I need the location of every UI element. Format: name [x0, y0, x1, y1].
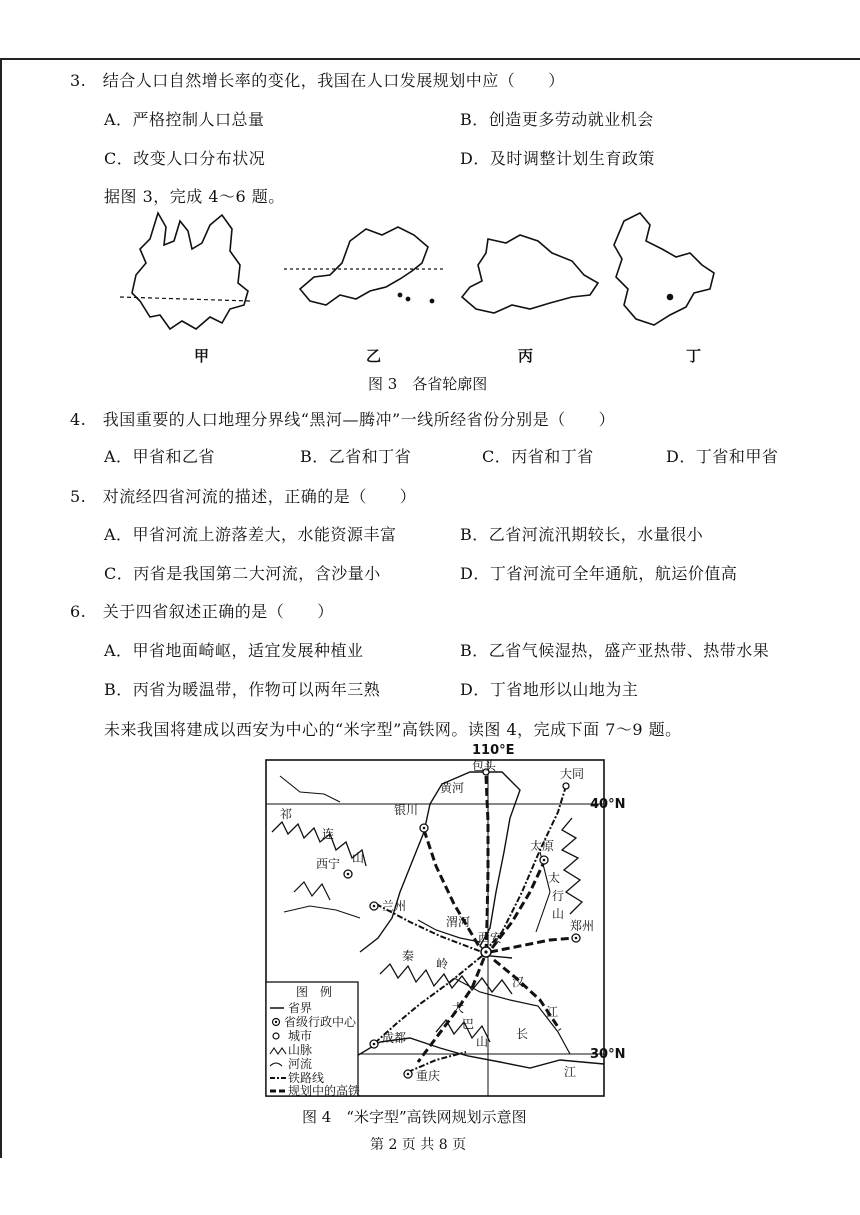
legend-item-boundary: 省界	[288, 1001, 313, 1015]
q3-option-a: A．严格控制人口总量	[104, 110, 265, 129]
label-qilian-1: 祁	[280, 807, 293, 821]
label-qilian-3: 山	[352, 851, 365, 865]
map-legend	[266, 982, 360, 1098]
q4-option-a: A．甲省和乙省	[104, 447, 216, 466]
legend-item-river: 河流	[288, 1057, 313, 1071]
q5-option-c: C．丙省是我国第二大河流，含沙量小	[104, 564, 381, 583]
changjiang-river	[322, 1038, 604, 1072]
label-taihang-1: 太	[548, 871, 561, 885]
legend-item-capital: 省级行政中心	[284, 1015, 357, 1029]
q3-option-c: C．改变人口分布状况	[104, 149, 266, 168]
q6-option-d: D．丁省地形以山地为主	[460, 680, 639, 699]
label-changjiang-2: 江	[564, 1065, 577, 1079]
q5-option-a: A．甲省河流上游落差大，水能资源丰富	[104, 525, 397, 544]
q3-stem: 3. 结合人口自然增长率的变化，我国在人口发展规划中应（ ）	[70, 71, 565, 90]
q3-option-d: D．及时调整计划生育政策	[460, 149, 655, 168]
label-40n: 40°N	[590, 797, 626, 812]
label-changjiang-1: 长	[516, 1027, 529, 1041]
taihang-mountains	[562, 818, 582, 914]
label-110e: 110°E	[472, 743, 515, 758]
q4-option-d: D．丁省和甲省	[666, 447, 779, 466]
label-hanjiang-1: 汉	[512, 975, 525, 989]
marker-datong	[563, 783, 569, 789]
q6-stem: 6. 关于四省叙述正确的是（ ）	[70, 602, 334, 621]
label-taihang-2: 行	[552, 889, 565, 903]
page-left-border	[0, 58, 2, 1158]
city-baotou: 包头	[472, 759, 497, 773]
label-qilian-2: 连	[322, 827, 335, 841]
hsr-xian-zhengzhou	[490, 938, 574, 952]
label-30n: 30°N	[590, 1047, 626, 1062]
figure3-province-outlines	[110, 205, 770, 345]
intro-fig4: 未来我国将建成以西安为中心的“米字型”高铁网。读图 4，完成下面 7～9 题。	[104, 720, 682, 739]
city-lanzhou: 兰州	[382, 899, 407, 913]
label-weihe: 渭河	[446, 915, 471, 929]
q4-option-b: B．乙省和丁省	[300, 447, 412, 466]
province-outline-yi	[284, 227, 446, 305]
legend-item-city: 城市	[288, 1029, 313, 1043]
label-bing: 丙	[518, 347, 534, 365]
legend-item-railway: 铁路线	[288, 1071, 325, 1085]
hsr-yinchuan-xian	[424, 830, 480, 948]
city-xining: 西宁	[316, 857, 341, 871]
label-qinling-2: 岭	[436, 957, 449, 971]
label-jia: 甲	[194, 347, 210, 365]
q4-stem: 4. 我国重要的人口地理分界线“黑河—腾冲”一线所经省份分别是（ ）	[70, 410, 616, 429]
q4-option-c: C．丙省和丁省	[482, 447, 594, 466]
label-daba-3: 山	[476, 1035, 489, 1049]
legend-item-hsr: 规划中的高铁	[288, 1084, 361, 1098]
label-daba-1: 大	[452, 1001, 465, 1015]
q5-stem: 5. 对流经四省河流的描述，正确的是（ ）	[70, 487, 417, 506]
label-taihang-3: 山	[552, 907, 565, 921]
city-zhengzhou: 郑州	[570, 919, 595, 933]
page-top-border	[0, 58, 860, 60]
figure4-rail-map	[240, 742, 640, 1102]
intro-fig3: 据图 3，完成 4～6 题。	[104, 187, 285, 206]
railway-line-taiyuan-xian	[486, 786, 566, 950]
province-outline-ding	[614, 213, 714, 325]
city-chengdu: 成都	[382, 1031, 407, 1045]
city-xian: 西安	[478, 931, 503, 945]
figure3-caption: 图 3 各省轮廓图	[368, 375, 488, 393]
q5-option-d: D．丁省河流可全年通航，航运价值高	[460, 564, 738, 583]
label-daba-2: 巴	[462, 1017, 475, 1031]
label-huanghe: 黄河	[440, 781, 465, 795]
label-ding: 丁	[686, 347, 702, 365]
city-datong: 大同	[560, 767, 585, 781]
q5-option-b: B．乙省河流汛期较长，水量很小	[460, 525, 704, 544]
label-yi: 乙	[366, 347, 382, 365]
q6-option-a: A．甲省地面崎岖，适宜发展种植业	[104, 641, 364, 660]
city-chongqing: 重庆	[416, 1069, 441, 1083]
figure4-caption: 图 4 “米字型”高铁网规划示意图	[302, 1108, 527, 1126]
hsr-baotou-xian	[486, 776, 488, 952]
q3-option-b: B．创造更多劳动就业机会	[460, 110, 654, 129]
label-hanjiang-2: 江	[546, 1005, 559, 1019]
city-taiyuan: 太原	[530, 839, 555, 853]
legend-title: 图 例	[296, 985, 333, 999]
label-qinling-1: 秦	[402, 949, 415, 963]
province-outline-jia	[120, 213, 250, 329]
q6-option-b: B．乙省气候湿热，盛产亚热带、热带水果	[460, 641, 770, 660]
q6-option-c: B．丙省为暖温带，作物可以两年三熟	[104, 680, 381, 699]
hsr-xian-southeast	[494, 960, 560, 1030]
city-yinchuan: 银川	[394, 803, 419, 817]
page-footer: 第 2 页 共 8 页	[370, 1137, 467, 1153]
province-outline-bing	[462, 235, 598, 313]
legend-item-mountain: 山脉	[288, 1043, 313, 1057]
